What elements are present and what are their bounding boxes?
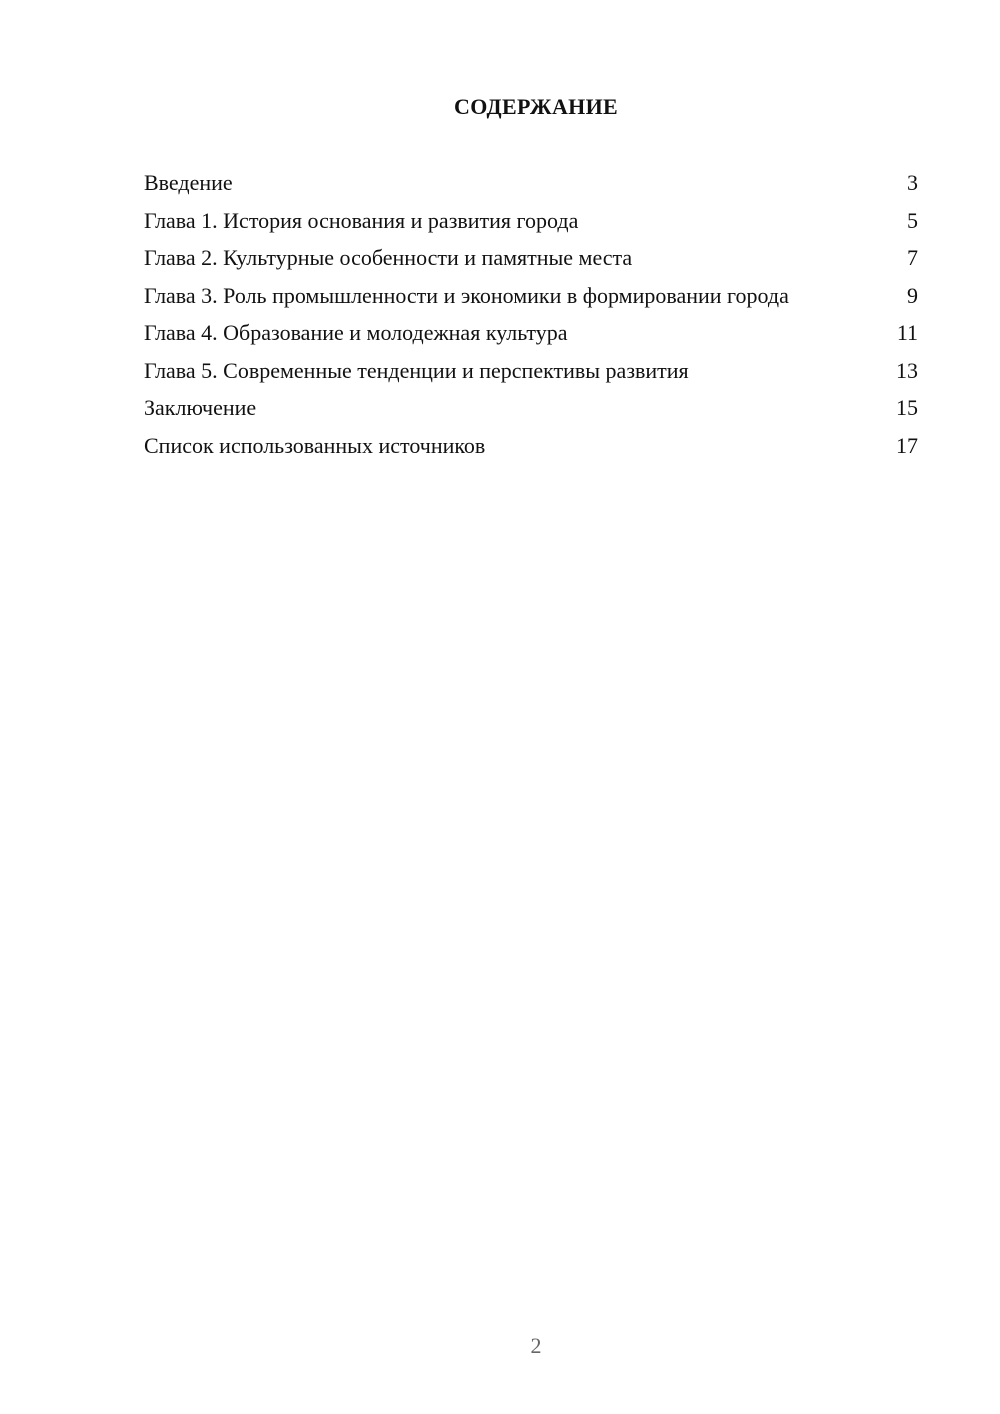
toc-entry <box>144 245 918 271</box>
toc-entry <box>144 433 918 459</box>
toc-entry-page: 7 <box>907 245 918 270</box>
toc-entry-text: Глава 2. Культурные особенности и памятные места <box>144 245 633 270</box>
toc-entry <box>144 320 918 346</box>
toc-entry-text: Заключение <box>144 395 257 420</box>
toc-entry-page: 17 <box>896 432 918 458</box>
toc-entry-text: Глава 5. Современные тенденции и перспективы развития <box>144 357 689 383</box>
toc-entry-page: 9 <box>907 282 918 308</box>
toc-entry-text: Глава 3. Роль промышленности и экономики в формировании города <box>144 282 789 308</box>
toc-entry-text: Глава 1. История основания и развития города <box>144 207 579 233</box>
page-title: СОДЕРЖАНИЕ <box>454 94 618 119</box>
toc-entry-text: Введение <box>144 170 233 195</box>
toc-entry-text: Список использованных источников <box>144 432 486 458</box>
toc-entry <box>144 170 918 196</box>
page-number: 2 <box>530 1333 542 1358</box>
table-of-contents <box>144 170 918 470</box>
toc-entry-page: 15 <box>896 395 918 420</box>
toc-entry-page: 13 <box>896 357 918 383</box>
toc-entry <box>144 358 918 384</box>
toc-entry <box>144 208 918 234</box>
toc-entry-page: 3 <box>907 170 918 195</box>
toc-entry-text: Глава 4. Образование и молодежная культура <box>144 320 568 345</box>
toc-entry <box>144 395 918 421</box>
toc-entry <box>144 283 918 309</box>
toc-entry-page: 11 <box>896 320 918 345</box>
toc-entry-page: 5 <box>907 207 918 233</box>
